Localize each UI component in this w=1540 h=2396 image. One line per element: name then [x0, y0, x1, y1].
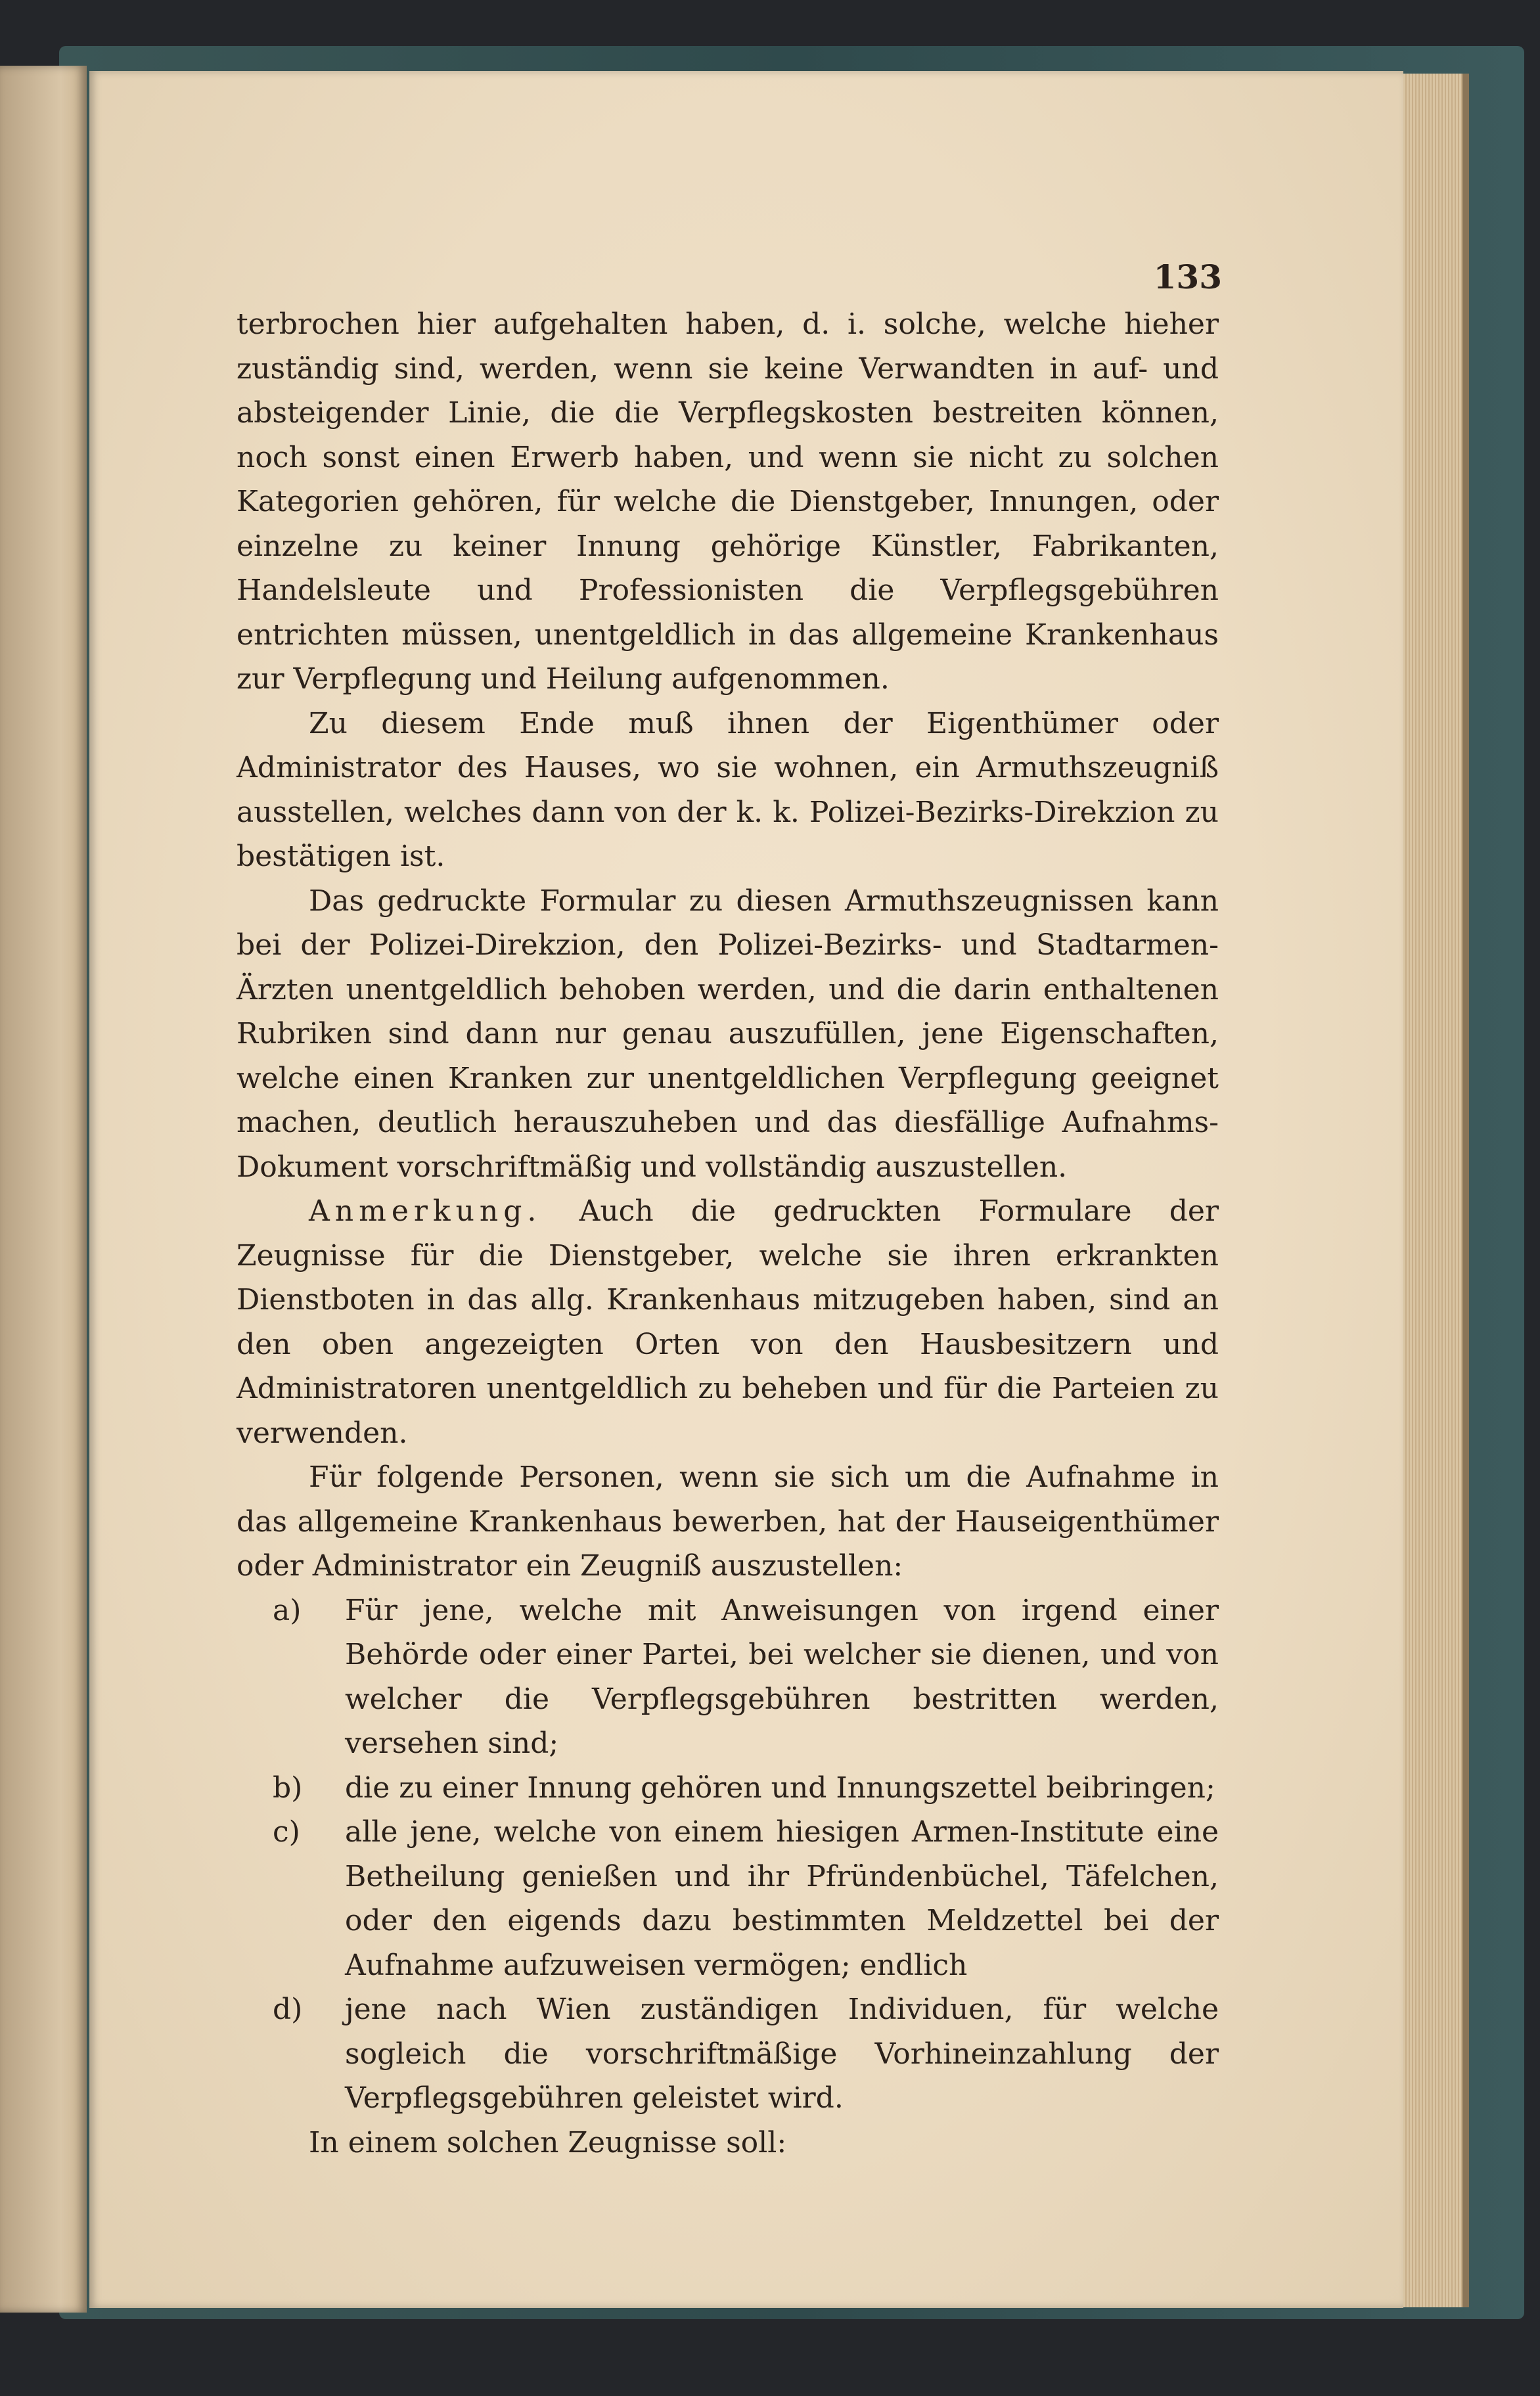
paragraph-3: Das gedruckte Formular zu diesen Armuthszeugnissen kann bei der Polizei-Direkzion, den Polizei-Bezirks- und Stadtarmen-Ärzten unentgeldlich behoben werden, und die darin enthaltenen Rubriken sind dann nur genau auszufüllen, jene Eigenschaften, welche einen Kranken zur unentgeldlichen Verpflegung geeignet machen, deutlich herauszuheben und das diesfällige Aufnahms-Dokument vorschriftmäßig und vollständig auszustellen.: [237, 884, 1219, 1184]
page-number: 133: [1153, 258, 1222, 296]
list-item-text: jene nach Wien zuständigen Individuen, für welche sogleich die vorschriftmäßige Vorhineinzahlung der Verpflegsgebühren geleistet wird.: [345, 1993, 1219, 2115]
paragraph-4-note: [237, 1189, 1219, 1455]
page-body: [237, 302, 1219, 2165]
list-marker: d): [273, 1993, 303, 2026]
previous-page-edge: [0, 66, 87, 2313]
list-item: [237, 1589, 1219, 1766]
list-item-text: Für jene, welche mit Anweisungen von irgend einer Behörde oder einer Partei, bei welcher sie dienen, und von welcher die Verpflegsgebühren bestritten werden, versehen sind;: [345, 1593, 1219, 1760]
page-stack-edge: [1403, 74, 1462, 2307]
list-item-text: alle jene, welche von einem hiesigen Armen-Institute eine Betheilung genießen und ihr Pfründenbüchel, Täfelchen, oder den eigends dazu bestimmten Meldzettel bei der Aufnahme aufzuweisen vermögen; endlich: [345, 1815, 1219, 1982]
paragraph-5: Für folgende Personen, wenn sie sich um die Aufnahme in das allgemeine Krankenhaus bewerben, hat der Hauseigenthümer oder Administrator ein Zeugniß auszustellen:: [237, 1460, 1219, 1583]
paragraph-2: Zu diesem Ende muß ihnen der Eigenthümer oder Administrator des Hauses, wo sie wohnen, ein Armuthszeugniß ausstellen, welches dann von der k. k. Polizei-Bezirks-Direkzion zu bestätigen ist.: [237, 706, 1219, 873]
note-text: Auch die gedruckten Formulare der Zeugnisse für die Dienstgeber, welche sie ihren erkrankten Dienstboten in das allg. Krankenhaus mitzugeben haben, sind an den oben angezeigten Orten von den Hausbesitzern und Administratoren unentgeldlich zu beheben und für die Parteien zu verwenden.: [237, 1194, 1219, 1450]
note-lead: Anmerkung.: [309, 1194, 542, 1228]
person-list: [237, 1589, 1219, 2121]
closing-line: In einem solchen Zeugnisse soll:: [309, 2125, 787, 2159]
page-stack-shadow: [1462, 74, 1469, 2307]
list-item: [237, 1810, 1219, 1987]
list-item-text: die zu einer Innung gehören und Innungszettel beibringen;: [345, 1771, 1215, 1805]
list-item: [237, 1987, 1219, 2121]
list-marker: a): [273, 1593, 302, 1627]
list-marker: b): [273, 1771, 303, 1805]
list-marker: c): [273, 1815, 300, 1849]
paragraph-1: terbrochen hier aufgehalten haben, d. i. solche, welche hieher zuständig sind, werden, wenn sie keine Verwandten in auf- und absteigender Linie, die die Verpflegskosten bestreiten können, noch sonst einen Erwerb haben, und wenn sie nicht zu solchen Kategorien gehören, für welche die Dienstgeber, Innungen, oder einzelne zu keiner Innung gehörige Künstler, Fabrikanten, Handelsleute und Professionisten die Verpflegsgebühren entrichten müssen, unentgeldlich in das allgemeine Krankenhaus zur Verpflegung und Heilung aufgenommen.: [237, 307, 1219, 696]
list-item: [237, 1766, 1219, 1811]
